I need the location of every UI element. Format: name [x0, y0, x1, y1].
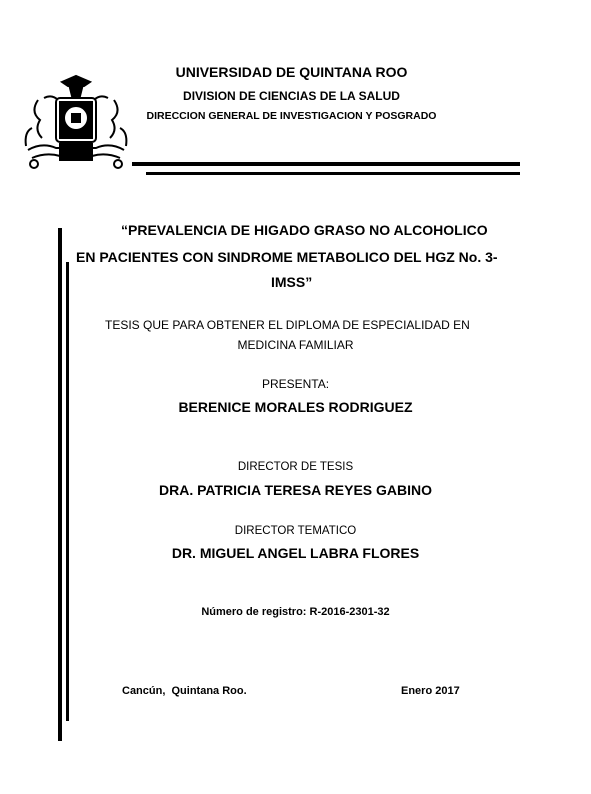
thesis-title-line-2: EN PACIENTES CON SINDROME METABOLICO DEL HGZ No. 3-: [76, 249, 498, 265]
presents-label: PRESENTA:: [261, 377, 330, 391]
date: Enero 2017: [401, 685, 460, 697]
registration-number: Número de registro: R-2016-2301-32: [201, 606, 390, 618]
author-name: BERENICE MORALES RODRIGUEZ: [178, 399, 413, 415]
division-name: DIVISION DE CIENCIAS DE LA SALUD: [183, 89, 400, 103]
header-rule-bottom: [146, 172, 520, 175]
header-rule-top: [132, 162, 520, 166]
thematic-director-label: DIRECTOR TEMATICO: [234, 525, 357, 537]
thesis-director-name: DRA. PATRICIA TERESA REYES GABINO: [158, 482, 433, 498]
place: Cancún, Quintana Roo.: [122, 685, 247, 697]
thesis-purpose-line-1: TESIS QUE PARA OBTENER EL DIPLOMA DE ESPECIALIDAD EN: [105, 318, 470, 332]
thesis-title-line-1: “PREVALENCIA DE HIGADO GRASO NO ALCOHOLICO: [121, 222, 488, 238]
thesis-director-label: DIRECTOR DE TESIS: [237, 461, 354, 473]
thematic-director-name: DR. MIGUEL ANGEL LABRA FLORES: [171, 545, 420, 561]
thesis-title-line-3: IMSS”: [271, 274, 313, 290]
direction-name: DIRECCION GENERAL DE INVESTIGACION Y POSGRADO: [146, 110, 437, 122]
university-seal-icon: [22, 72, 130, 172]
thesis-purpose-line-2: MEDICINA FAMILIAR: [237, 338, 354, 352]
university-name: UNIVERSIDAD DE QUINTANA ROO: [175, 64, 408, 80]
